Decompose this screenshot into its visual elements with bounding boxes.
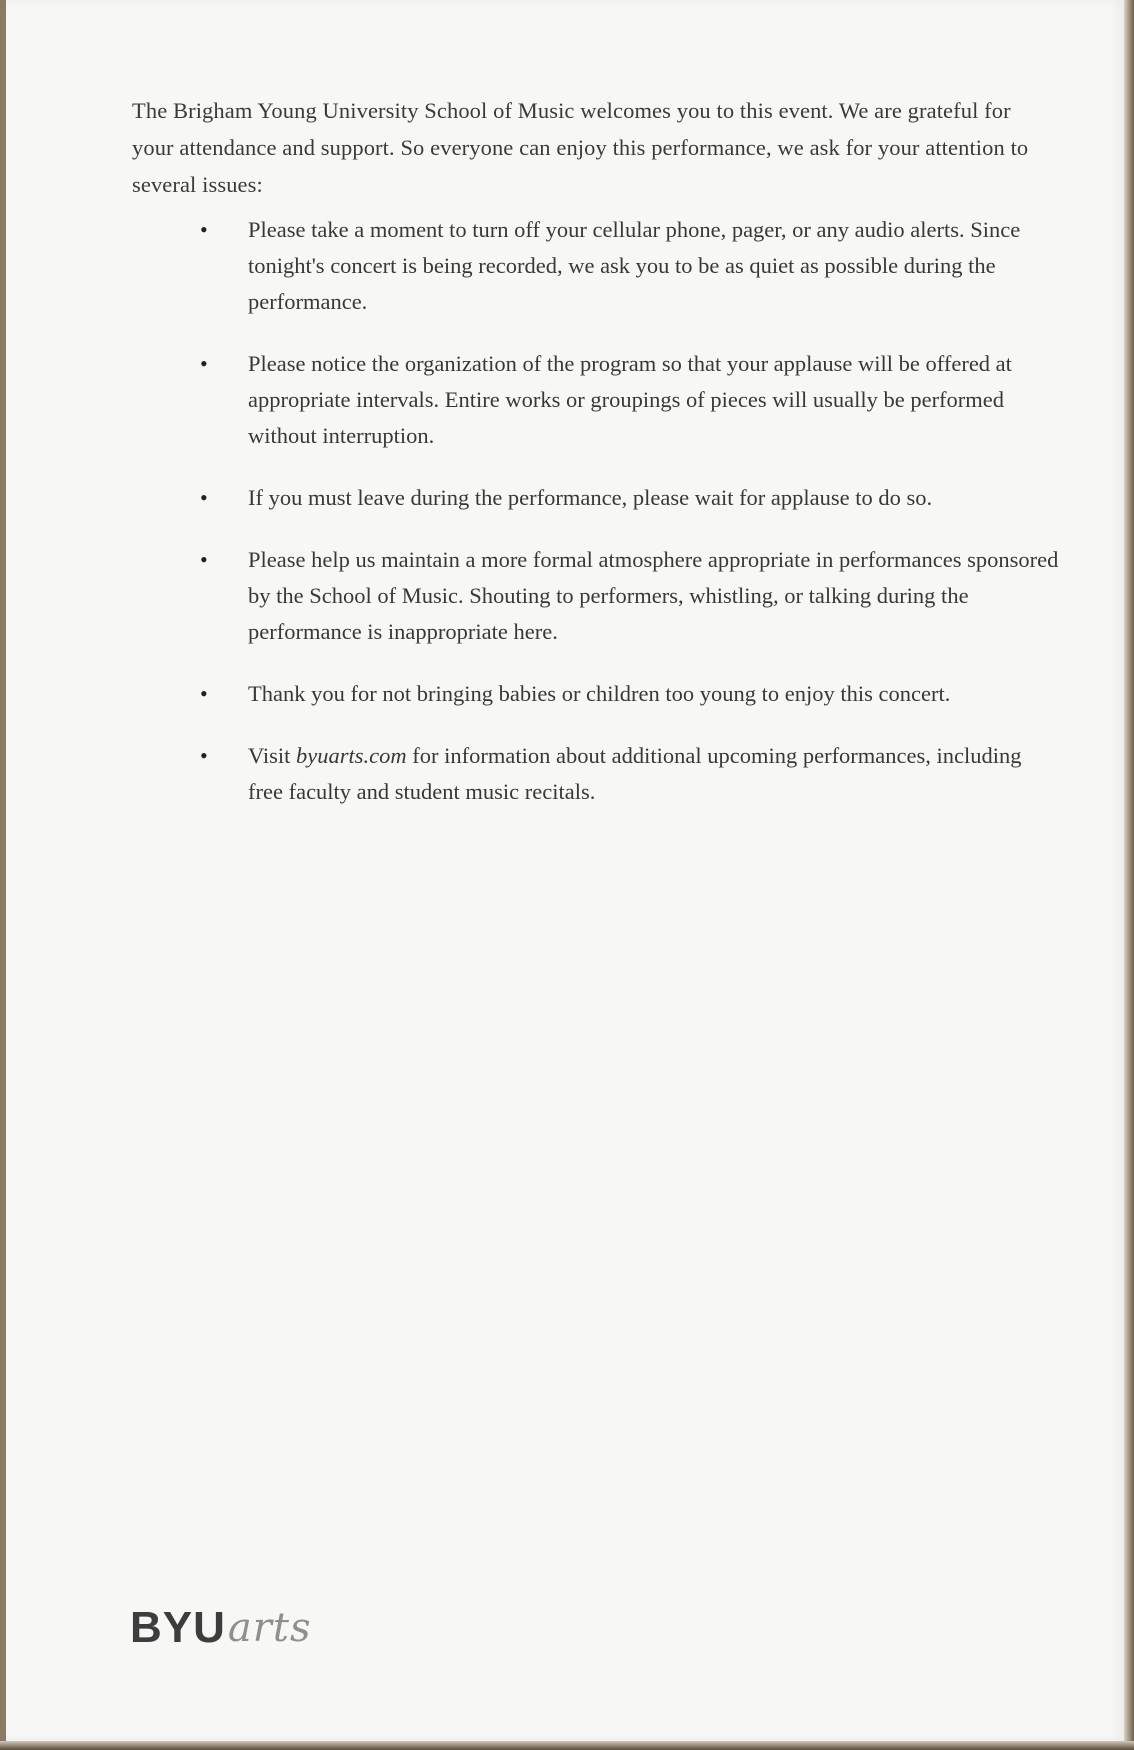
list-item (200, 212, 1060, 320)
list-item (200, 480, 1060, 516)
notice-text (248, 743, 1022, 804)
notice-text-suffix: for information about additional upcoming performances, including free faculty and student music recitals. (248, 743, 1022, 804)
bullet-icon: • (200, 547, 208, 572)
logo-arts-script: arts (227, 1605, 312, 1651)
bullet-icon: • (200, 217, 208, 242)
program-page (6, 0, 1124, 1741)
list-item (200, 676, 1060, 712)
bullet-icon: • (200, 743, 208, 768)
notice-text: Please notice the organization of the program so that your applause will be offered at appropriate intervals. Entire works or groupings of pieces will usually be performed without interruption. (248, 351, 1012, 448)
notice-text: Please take a moment to turn off your cellular phone, pager, or any audio alerts. Since tonight's concert is being recorded, we ask you to be as quiet as possible during the performance. (248, 217, 1021, 314)
list-item (200, 346, 1060, 454)
page-edge-right (1124, 0, 1134, 1750)
page-edge-bottom (0, 1741, 1134, 1750)
notice-text: Thank you for not bringing babies or children too young to enjoy this concert. (248, 681, 951, 706)
bullet-icon: • (200, 485, 208, 510)
bullet-icon: • (200, 351, 208, 376)
audience-notices-list (200, 212, 1060, 836)
website-link[interactable]: byuarts.com (296, 743, 407, 768)
list-item (200, 542, 1060, 650)
byu-arts-logo (130, 1590, 311, 1650)
welcome-paragraph: The Brigham Young University School of Music welcomes you to this event. We are grateful for your attendance and support. So everyone can enjoy this performance, we ask for your attention to several issues: (132, 98, 1029, 197)
notice-text: If you must leave during the performance, please wait for applause to do so. (248, 485, 933, 510)
notice-text: Please help us maintain a more formal atmosphere appropriate in performances sponsored by the School of Music. Shouting to performers, whistling, or talking during the performance is inappropriate here. (248, 547, 1059, 644)
bullet-icon: • (200, 681, 208, 706)
list-item (200, 738, 1060, 810)
notice-text-prefix: Visit (248, 743, 297, 768)
logo-byu-text: BYU (130, 1603, 226, 1652)
